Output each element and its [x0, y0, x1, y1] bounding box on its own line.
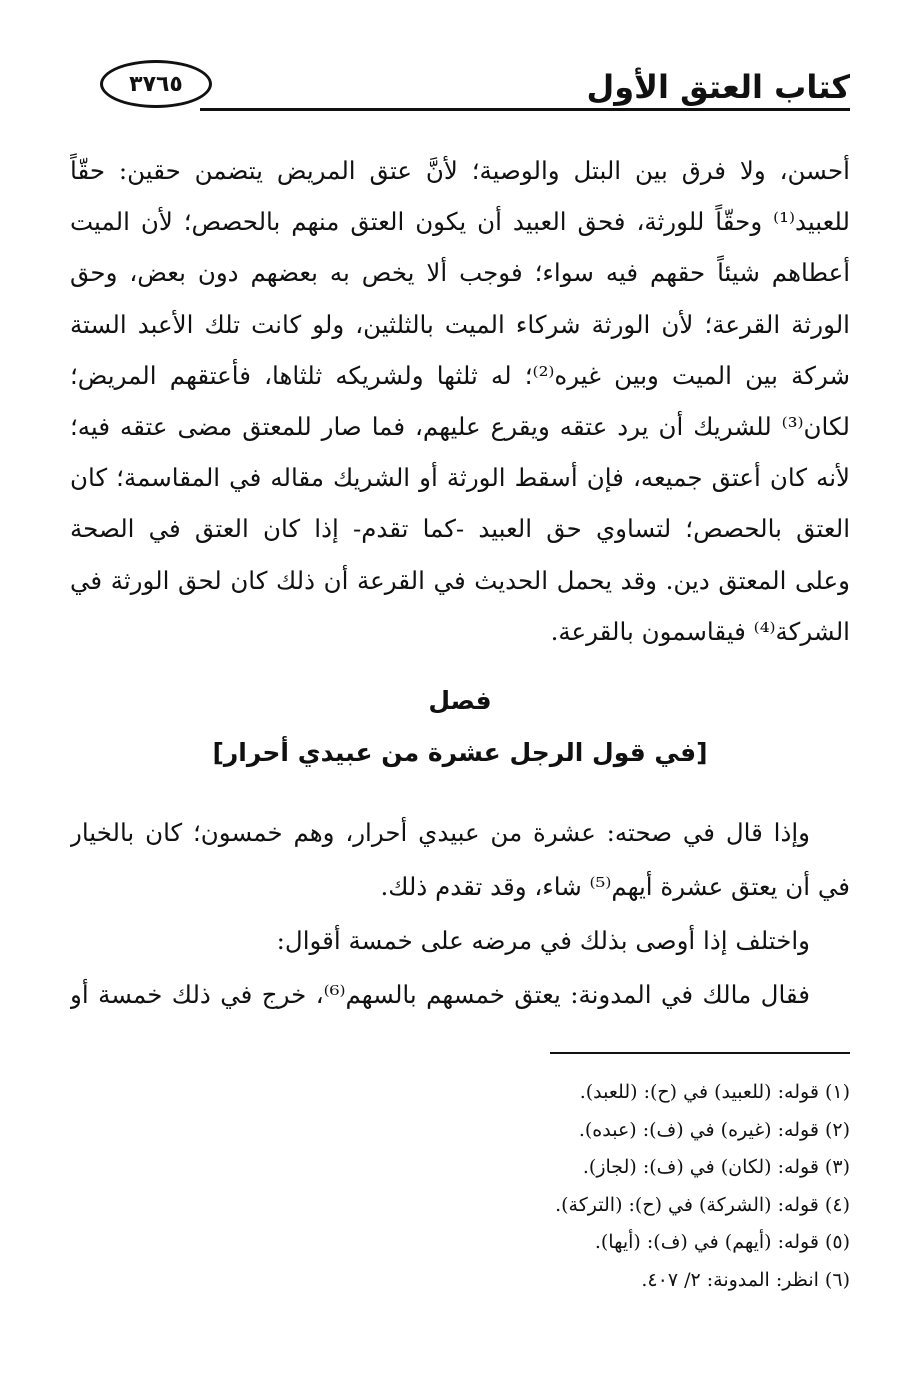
footnote: (٤) قوله: (الشركة) في (ح): (التركة). [555, 1193, 850, 1216]
running-title: كتاب العتق الأول [586, 68, 850, 106]
text-line: واختلف إذا أوصى بذلك في مرضه على خمسة أقوال: [276, 926, 810, 955]
text-line: أعطاهم شيئاً حقهم فيه سواء؛ فوجب ألا يخص به بعضهم دون بعض، وحق [70, 258, 850, 288]
text-line: العتق بالحصص؛ لتساوي حق العبيد -كما تقدم- إذا كان العتق في الصحة [70, 514, 850, 544]
page-header [100, 58, 850, 118]
text-line: فقال مالك في المدونة: يعتق خمسهم بالسهم⁽⁶⁾، خرج في ذلك خمسة أو [70, 980, 811, 1009]
section-heading: فصل [428, 686, 492, 715]
footnote: (٦) انظر: المدونة: ٢/ ٤٠٧. [641, 1268, 850, 1291]
footnotes [70, 1074, 850, 1300]
footnote: (٥) قوله: (أيهم) في (ف): (أيها). [594, 1231, 850, 1254]
text-line: أحسن، ولا فرق بين البتل والوصية؛ لأنَّ عتق المريض يتضمن حقين: حقّاً [70, 156, 850, 185]
footnote-rule [550, 1052, 850, 1054]
text-line: للعبيد⁽¹⁾ وحقّاً للورثة، فحق العبيد أن يكون العتق منهم بالحصص؛ لأن الميت [70, 207, 850, 237]
text-line: وعلى المعتق دين. وقد يحمل الحديث في القرعة أن ذلك كان لحق الورثة في [70, 565, 850, 595]
footnote: (٣) قوله: (لكان) في (ف): (لجاز). [582, 1156, 850, 1179]
text-line: الشركة⁽⁴⁾ فيقاسمون بالقرعة. [550, 616, 850, 646]
second-paragraph [70, 806, 850, 1022]
footnote: (٢) قوله: (غيره) في (ف): (عبده). [578, 1118, 850, 1141]
page-number-oval [100, 60, 212, 108]
header-rule [200, 108, 850, 111]
footnote: (١) قوله: (للعبيد) في (ح): (للعبد). [579, 1081, 850, 1103]
section-subtitle: [في قول الرجل عشرة من عبيدي أحرار] [212, 738, 708, 767]
text-line: الورثة القرعة؛ لأن الورثة شركاء الميت بالثلثين، ولو كانت تلك الأعبد الستة [70, 309, 850, 339]
text-line: في أن يعتق عشرة أيهم⁽⁵⁾ شاء، وقد تقدم ذلك. [380, 872, 850, 901]
page-number: ٣٧٦٥ [129, 71, 183, 97]
text-line: شركة بين الميت وبين غيره⁽²⁾؛ له ثلثها ولشريكه ثلثاها، فأعتقهم المريض؛ [70, 360, 850, 390]
main-paragraph [70, 145, 850, 657]
text-line: لأنه كان أعتق جميعه، فإن أسقط الورثة أو الشريك مقاله في المقاسمة؛ كان [70, 463, 850, 493]
text-line: لكان⁽³⁾ للشريك أن يرد عتقه ويقرع عليهم، فما صار للمعتق مضى عتقه فيه؛ [70, 411, 850, 441]
text-line: وإذا قال في صحته: عشرة من عبيدي أحرار، وهم خمسون؛ كان بالخيار [70, 818, 810, 847]
